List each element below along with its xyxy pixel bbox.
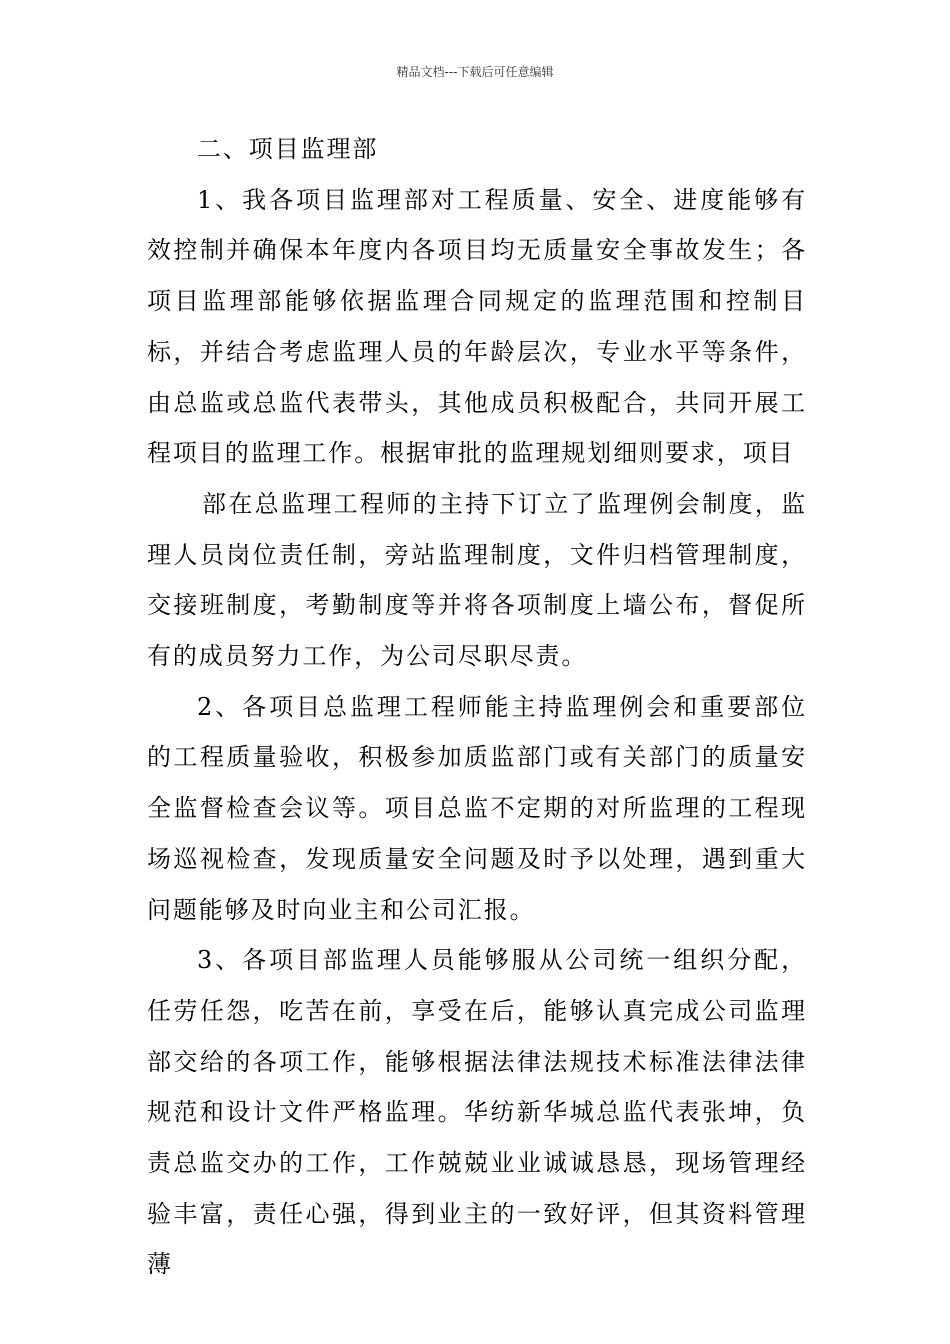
section-heading: 二、项目监理部 [197, 135, 379, 163]
paragraph-1-continued: 部在总监理工程师的主持下订立了监理例会制度，监理人员岗位责任制，旁站监理制度，文件归档管理制度，交接班制度，考勤制度等并将各项制度上墙公布，督促所有的成员努力工作，为公司尽职尽责。 [147, 489, 807, 671]
paragraph-1: 1、我各项目监理部对工程质量、安全、进度能够有效控制并确保本年度内各项目均无质量安全事故发生；各项目监理部能够依据监理合同规定的监理范围和控制目标，并结合考虑监理人员的年龄层次，专业水平等条件，由总监或总监代表带头，其他成员积极配合，共同开展工程项目的监理工作。根据审批的监理规划细则要求，项目 [147, 185, 807, 468]
page-header: 精品文档---下载后可任意编辑 [396, 65, 554, 79]
paragraph-3: 3、各项目部监理人员能够服从公司统一组织分配，任劳任怨，吃苦在前，享受在后，能够认真完成公司监理部交给的各项工作，能够根据法律法规技术标准法律法律规范和设计文件严格监理。华纺新华城总监代表张坤，负责总监交办的工作，工作兢兢业业诚诚恳恳，现场管理经验丰富，责任心强，得到业主的一致好评，但其资料管理薄 [147, 946, 807, 1279]
paragraph-2: 2、各项目总监理工程师能主持监理例会和重要部位的工程质量验收，积极参加质监部门或有关部门的质量安全监督检查会议等。项目总监不定期的对所监理的工程现场巡视检查，发现质量安全问题及时予以处理，遇到重大问题能够及时向业主和公司汇报。 [147, 692, 807, 924]
document-body [147, 124, 807, 1290]
